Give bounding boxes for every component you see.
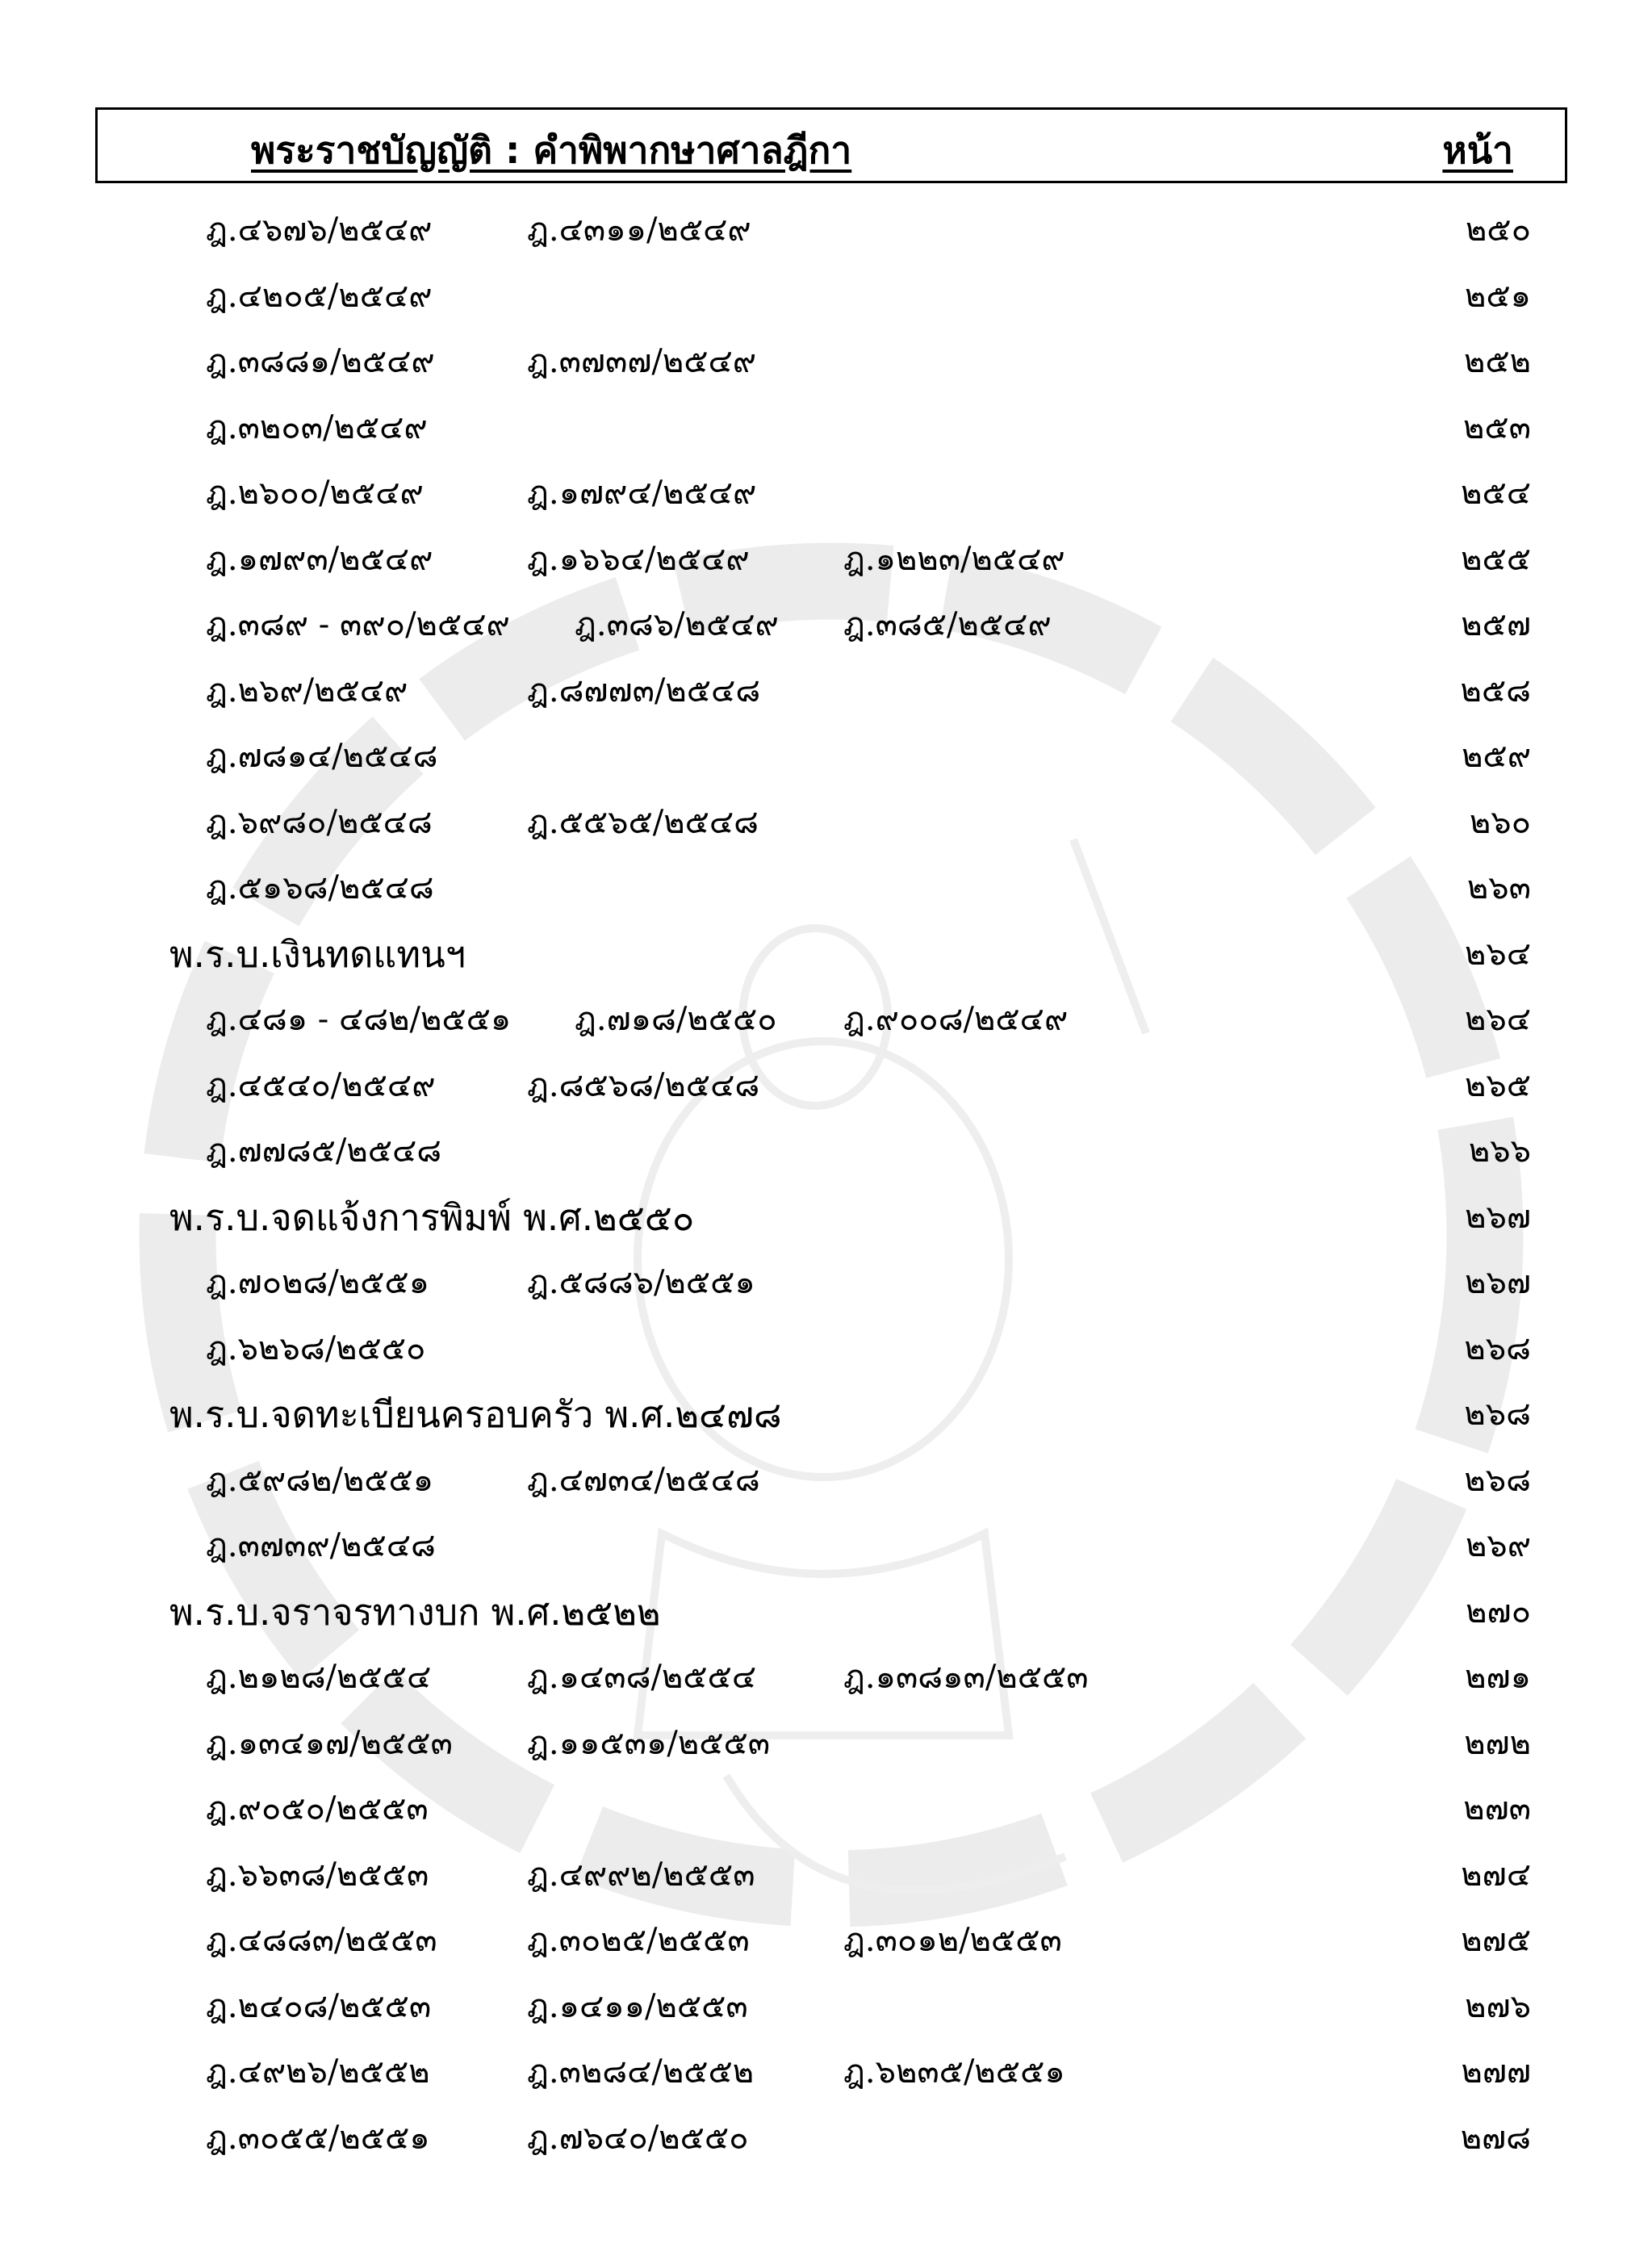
- page-number: ๒๖๘: [1464, 1461, 1531, 1499]
- case-reference: ฎ.๒๔๐๘/๒๕๕๓: [206, 1987, 432, 2025]
- case-row: [0, 2106, 1652, 2172]
- page-number: ๒๖๐: [1469, 803, 1531, 841]
- case-reference: ฎ.๔๘๑ - ๔๘๒/๒๕๕๑: [206, 1001, 512, 1038]
- case-reference: ฎ.๓๘๕/๒๕๔๙: [843, 606, 1052, 643]
- page-number: ๒๕๐: [1465, 211, 1531, 249]
- case-row: [0, 1119, 1652, 1185]
- case-reference: ฎ.๔๘๘๓/๒๕๕๓: [206, 1922, 437, 1959]
- page-number: ๒๗๕: [1461, 1922, 1531, 1959]
- case-row: [0, 2040, 1652, 2106]
- page-number: ๒๗๔: [1461, 1856, 1531, 1894]
- case-reference: ฎ.๖๖๓๘/๒๕๕๓: [206, 1856, 429, 1894]
- case-reference: ฎ.๑๔๓๘/๒๕๕๔: [527, 1659, 757, 1696]
- case-reference: ฎ.๔๓๑๑/๒๕๔๙: [527, 211, 751, 249]
- page-number: ๒๕๕: [1461, 540, 1531, 578]
- case-row: [0, 1974, 1652, 2040]
- page-number: ๒๖๗: [1465, 1198, 1531, 1236]
- case-reference: ฎ.๑๖๖๔/๒๕๔๙: [527, 540, 750, 578]
- case-reference: ฎ.๓๒๘๔/๒๕๕๒: [527, 2053, 755, 2091]
- page-number: ๒๖๔: [1464, 935, 1531, 973]
- case-row: [0, 856, 1652, 922]
- case-reference: ฎ.๕๑๖๘/๒๕๔๘: [206, 869, 434, 906]
- case-reference: ฎ.๙๐๐๘/๒๕๔๙: [843, 1001, 1069, 1038]
- page-number: ๒๕๗: [1461, 606, 1531, 643]
- index-list: [0, 198, 1652, 2171]
- case-reference: ฎ.๗๗๘๕/๒๕๔๘: [206, 1132, 442, 1170]
- case-reference: ฎ.๑๗๙๓/๒๕๔๙: [206, 540, 433, 578]
- act-title: พ.ร.บ.จราจรทางบก พ.ศ.๒๕๒๒: [169, 1590, 661, 1634]
- case-reference: ฎ.๓๘๙ - ๓๙๐/๒๕๔๙: [206, 606, 510, 643]
- page-number: ๒๕๘: [1460, 672, 1531, 709]
- case-row: [0, 1908, 1652, 1974]
- case-row: [0, 264, 1652, 330]
- case-row: [0, 790, 1652, 856]
- case-row: [0, 724, 1652, 790]
- page-number: ๒๕๑: [1464, 277, 1531, 315]
- act-heading-row: [0, 922, 1652, 988]
- case-reference: ฎ.๖๙๘๐/๒๕๔๘: [206, 803, 433, 841]
- case-reference: ฎ.๕๙๘๒/๒๕๕๑: [206, 1461, 434, 1499]
- case-reference: ฎ.๓๐๒๕/๒๕๕๓: [527, 1922, 750, 1959]
- case-reference: ฎ.๔๖๗๖/๒๕๔๙: [206, 211, 433, 249]
- case-reference: ฎ.๑๑๕๓๑/๒๕๕๓: [527, 1724, 771, 1762]
- case-row: [0, 461, 1652, 527]
- case-row: [0, 1316, 1652, 1383]
- page-number: ๒๗๗: [1461, 2053, 1531, 2091]
- case-reference: ฎ.๑๔๑๑/๒๕๕๓: [527, 1987, 748, 2025]
- page-number: ๒๗๓: [1463, 1790, 1531, 1827]
- act-title: พ.ร.บ.เงินทดแทนฯ: [169, 932, 466, 976]
- case-reference: ฎ.๓๐๕๕/๒๕๕๑: [206, 2119, 430, 2157]
- case-reference: ฎ.๖๒๓๕/๒๕๕๑: [843, 2053, 1065, 2091]
- case-reference: ฎ.๓๗๓๗/๒๕๔๙: [527, 343, 757, 380]
- case-reference: ฎ.๗๘๑๔/๒๕๔๘: [206, 738, 438, 775]
- header-box: [95, 107, 1567, 183]
- case-reference: ฎ.๔๕๔๐/๒๕๔๙: [206, 1066, 436, 1104]
- case-row: [0, 1843, 1652, 1909]
- page-number: ๒๖๕: [1464, 1066, 1531, 1104]
- act-title: พ.ร.บ.จดทะเบียนครอบครัว พ.ศ.๒๔๗๘: [169, 1393, 782, 1436]
- case-row: [0, 396, 1652, 462]
- case-reference: ฎ.๑๓๘๑๓/๒๕๕๓: [843, 1659, 1089, 1696]
- case-reference: ฎ.๕๘๘๖/๒๕๕๑: [527, 1264, 755, 1301]
- page-number: ๒๗๐: [1466, 1593, 1531, 1630]
- header-title: พระราชบัญญัติ : คำพิพากษาศาลฎีกา: [251, 128, 852, 172]
- case-reference: ฎ.๓๗๓๙/๒๕๔๘: [206, 1527, 436, 1564]
- case-row: [0, 1777, 1652, 1843]
- page-number: ๒๖๔: [1464, 1001, 1531, 1038]
- case-row: [0, 329, 1652, 396]
- case-reference: ฎ.๑๓๔๑๗/๒๕๕๓: [206, 1724, 453, 1762]
- case-row: [0, 1645, 1652, 1711]
- case-row: [0, 659, 1652, 725]
- page-number: ๒๗๑: [1465, 1659, 1531, 1696]
- case-row: [0, 987, 1652, 1053]
- page-number: ๒๕๒: [1463, 343, 1531, 380]
- case-reference: ฎ.๓๘๘๑/๒๕๔๙: [206, 343, 435, 380]
- act-heading-row: [0, 1382, 1652, 1448]
- case-row: [0, 198, 1652, 264]
- case-row: [0, 1513, 1652, 1580]
- case-reference: ฎ.๔๙๙๒/๒๕๕๓: [527, 1856, 755, 1894]
- page-number: ๒๖๗: [1465, 1264, 1531, 1301]
- case-reference: ฎ.๗๖๔๐/๒๕๕๐: [527, 2119, 749, 2157]
- case-reference: ฎ.๓๒๐๓/๒๕๔๙: [206, 408, 428, 446]
- case-row: [0, 1448, 1652, 1514]
- act-heading-row: [0, 1580, 1652, 1646]
- case-reference: ฎ.๖๒๖๘/๒๕๕๐: [206, 1329, 426, 1367]
- case-reference: ฎ.๘๗๗๓/๒๕๔๘: [527, 672, 761, 709]
- case-reference: ฎ.๑๗๙๔/๒๕๔๙: [527, 475, 757, 512]
- page-number: ๒๖๘: [1464, 1396, 1531, 1433]
- page-number: ๒๗๒: [1464, 1724, 1531, 1762]
- case-reference: ฎ.๔๙๒๖/๒๕๕๒: [206, 2053, 430, 2091]
- case-reference: ฎ.๔๒๐๕/๒๕๔๙: [206, 277, 433, 315]
- case-reference: ฎ.๒๖๙/๒๕๔๙: [206, 672, 408, 709]
- page-number: ๒๖๖: [1468, 1132, 1531, 1170]
- page-number: ๒๕๔: [1461, 475, 1531, 512]
- act-heading-row: [0, 1185, 1652, 1251]
- case-reference: ฎ.๗๑๘/๒๕๕๐: [575, 1001, 777, 1038]
- case-row: [0, 527, 1652, 593]
- case-row: [0, 1711, 1652, 1777]
- page-number: ๒๖๓: [1466, 869, 1531, 906]
- case-reference: ฎ.๕๕๖๕/๒๕๔๘: [527, 803, 759, 841]
- case-reference: ฎ.๑๒๒๓/๒๕๔๙: [843, 540, 1065, 578]
- case-reference: ฎ.๒๖๐๐/๒๕๔๙: [206, 475, 424, 512]
- case-reference: ฎ.๒๑๒๘/๒๕๕๔: [206, 1659, 432, 1696]
- header-page-label: หน้า: [1442, 128, 1513, 172]
- case-reference: ฎ.๙๐๕๐/๒๕๕๓: [206, 1790, 429, 1827]
- case-row: [0, 1053, 1652, 1120]
- case-row: [0, 1250, 1652, 1316]
- page-number: ๒๖๘: [1464, 1329, 1531, 1367]
- case-reference: ฎ.๗๐๒๘/๒๕๕๑: [206, 1264, 430, 1301]
- page-number: ๒๗๘: [1460, 2119, 1531, 2157]
- page-number: ๒๕๓: [1463, 408, 1531, 446]
- page-number: ๒๕๙: [1462, 738, 1531, 775]
- case-reference: ฎ.๔๗๓๔/๒๕๔๘: [527, 1461, 760, 1499]
- case-reference: ฎ.๓๘๖/๒๕๔๙: [575, 606, 779, 643]
- case-row: [0, 592, 1652, 659]
- act-title: พ.ร.บ.จดแจ้งการพิมพ์ พ.ศ.๒๕๕๐: [169, 1195, 695, 1239]
- case-reference: ฎ.๘๕๖๘/๒๕๔๘: [527, 1066, 760, 1104]
- case-reference: ฎ.๓๐๑๒/๒๕๕๓: [843, 1922, 1062, 1959]
- page-number: ๒๗๖: [1465, 1987, 1531, 2025]
- page-number: ๒๖๙: [1465, 1527, 1531, 1564]
